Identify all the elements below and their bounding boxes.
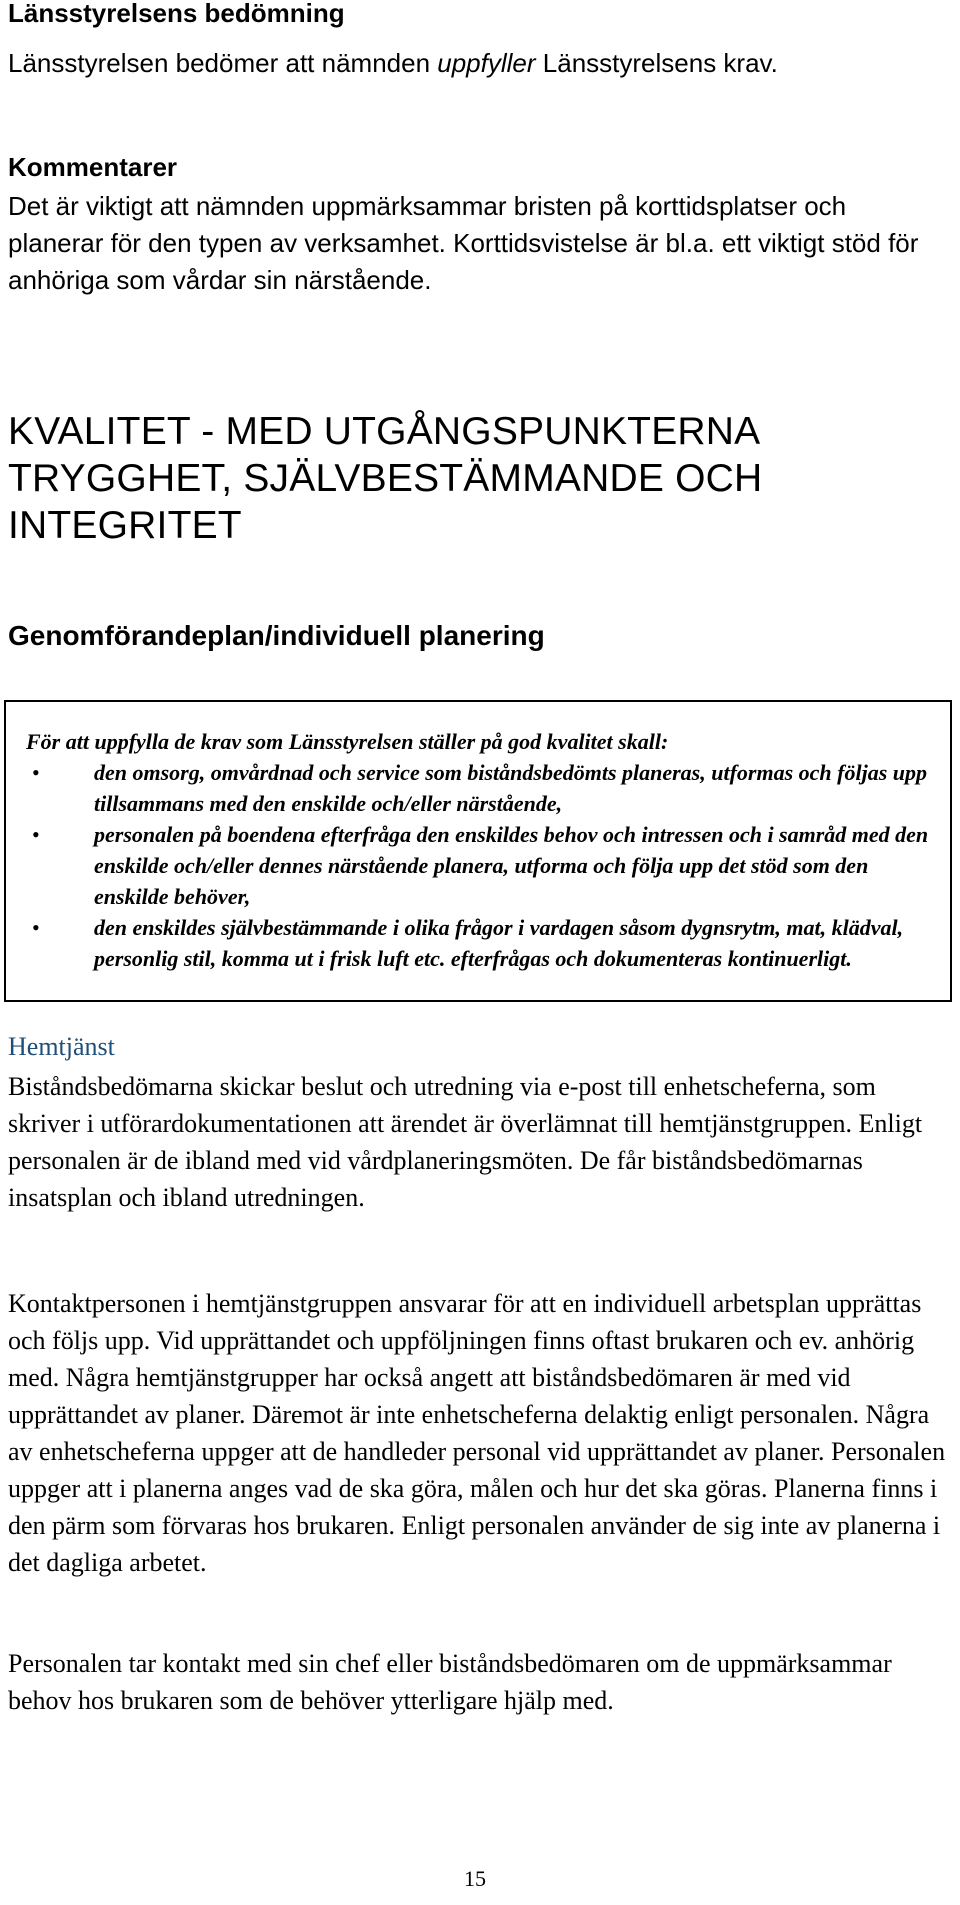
list-item (26, 757, 936, 819)
assessment-text-before: Länsstyrelsen bedömer att nämnden (8, 48, 438, 78)
list-item (26, 912, 936, 974)
comments-text: Det är viktigt att nämnden uppmärksammar bristen på korttidsplatser och planerar för den typen av verksamhet. Korttidsvistelse är bl.a. ett viktigt stöd för anhöriga som vårdar sin närstående. (8, 191, 919, 295)
homecare-heading: Hemtjänst (8, 1032, 115, 1061)
page-number: 15 (464, 1866, 486, 1891)
comments-heading: Kommentarer (8, 152, 178, 182)
requirement-text: den enskildes självbestämmande i olika frågor i vardagen såsom dygnsrytm, mat, klädval, personlig stil, komma ut i frisk luft etc. efterfrågas och dokumenteras kontinuerligt. (94, 915, 904, 971)
list-item (26, 819, 936, 912)
requirement-text: den omsorg, omvårdnad och service som biståndsbedömts planeras, utformas och följas upp tillsammans med den enskilde och/eller närstående, (94, 760, 928, 816)
bullet-icon: • (32, 760, 40, 785)
requirements-box (4, 700, 952, 1002)
paragraph: Kontaktpersonen i hemtjänstgruppen ansvarar för att en individuell arbetsplan upprättas och följs upp. Vid upprättandet och uppföljningen finns oftast brukaren och ev. anhörig med. Några hemtjänstgrupper har också angett att biståndsbedömaren är med vid upprättandet av planer. Däremot är inte enhetscheferna delaktig enligt personalen. Några av enhetscheferna uppger att de handleder personal vid upprättandet av planer. Personalen uppger att i planerna anges vad de ska göra, målen och hur det ska göras. Planerna finns i den pärm som förvaras hos brukaren. Enligt personalen använder de sig inte av planerna i det dagliga arbetet. (8, 1289, 946, 1577)
paragraph: Personalen tar kontakt med sin chef eller biståndsbedömaren om de uppmärksammar behov hos brukaren som de behöver ytterligare hjälp med. (8, 1649, 892, 1715)
bullet-icon: • (32, 822, 40, 847)
quality-heading: KVALITET - MED UTGÅNGSPUNKTERNA TRYGGHET, SJÄLVBESTÄMMANDE OCH INTEGRITET (8, 410, 763, 547)
requirements-intro: För att uppfylla de krav som Länsstyrelsen ställer på god kvalitet skall: (26, 729, 669, 754)
assessment-heading: Länsstyrelsens bedömning (8, 0, 345, 28)
requirements-list (26, 757, 936, 974)
paragraph: Biståndsbedömarna skickar beslut och utredning via e-post till enhetscheferna, som skriver i utförardokumentationen att ärendet är överlämnat till hemtjänstgruppen. Enligt personalen är de ibland med vid vårdplaneringsmöten. De får biståndsbedömarnas insatsplan och ibland utredningen. (8, 1072, 923, 1212)
assessment-text (8, 46, 778, 80)
bullet-icon: • (32, 915, 40, 940)
assessment-text-after: Länsstyrelsens krav. (535, 48, 778, 78)
plan-heading: Genomförandeplan/individuell planering (8, 620, 545, 651)
assessment-text-emphasis: uppfyller (437, 48, 536, 78)
requirement-text: personalen på boendena efterfråga den enskildes behov och intressen och i samråd med den enskilde och/eller dennes närstående planera, utforma och följa upp det stöd som den enskilde behöver, (94, 822, 929, 909)
